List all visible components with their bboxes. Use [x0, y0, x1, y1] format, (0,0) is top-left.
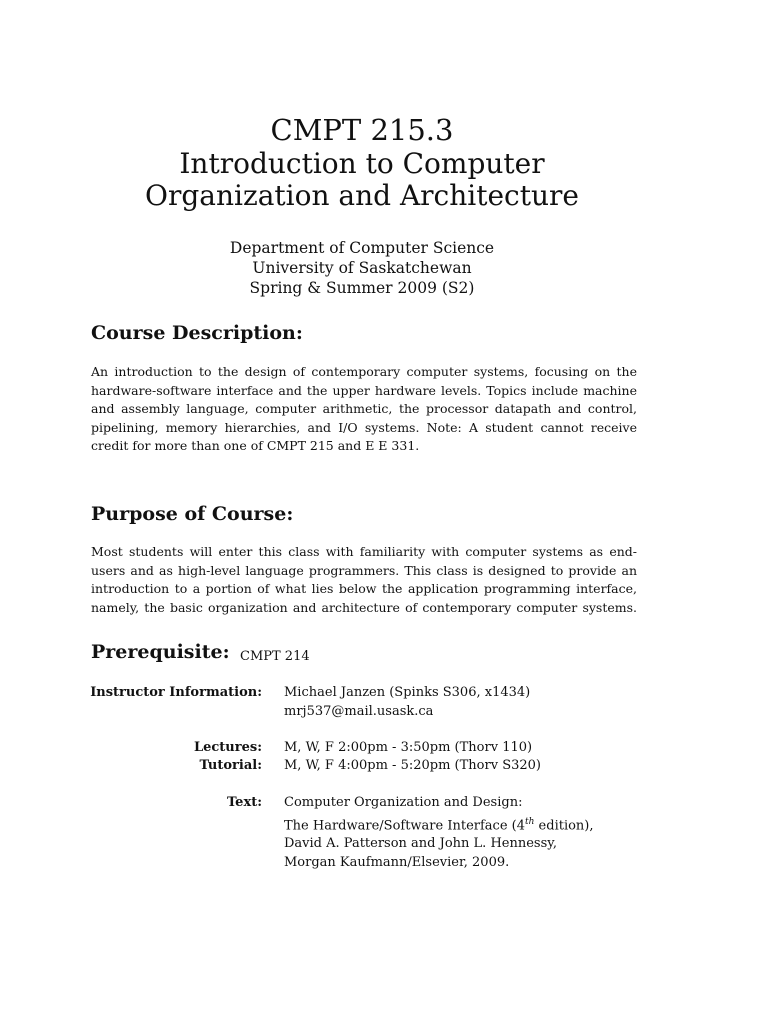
course-description-heading: Course Description: — [91, 322, 303, 344]
description-line: An introduction to the design of contemporary computer systems, focusing on the — [91, 364, 637, 379]
department-name: Department of Computer Science — [229, 239, 495, 257]
course-description-text — [91, 363, 637, 456]
instructor-label: Instructor Information: — [90, 685, 262, 700]
purpose-text — [91, 543, 637, 617]
description-line: and assembly language, computer arithmetic, the processor datapath and control, — [91, 401, 637, 416]
purpose-line: introduction to a portion of what lies below the application programming interface, — [91, 581, 637, 596]
tutorial-label: Tutorial: — [199, 758, 262, 773]
description-line: credit for more than one of CMPT 215 and E E 331. — [91, 438, 420, 453]
instructor-info — [284, 684, 530, 721]
textbook-subtitle-prefix: The Hardware/Software Interface (4 — [284, 817, 525, 833]
textbook-publisher: Morgan Kaufmann/Elsevier, 2009. — [284, 854, 510, 870]
title-block — [0, 112, 724, 212]
edition-superscript: th — [525, 816, 535, 827]
course-name-line2: Organization and Architecture — [145, 179, 579, 212]
prerequisite-value: CMPT 214 — [240, 649, 310, 664]
purpose-line: namely, the basic organization and architecture of contemporary computer systems. — [91, 599, 637, 615]
purpose-line: Most students will enter this class with familiarity with computer systems as end- — [91, 544, 637, 559]
lectures-value: M, W, F 2:00pm - 3:50pm (Thorv 110) — [284, 740, 533, 755]
instructor-name: Michael Janzen (Spinks S306, x1434) — [284, 685, 531, 700]
course-name-line1: Introduction to Computer — [179, 147, 545, 180]
textbook-authors: David A. Patterson and John L. Hennessy, — [284, 836, 558, 852]
textbook-title: Computer Organization and Design: — [284, 795, 523, 810]
department-block — [0, 238, 724, 298]
instructor-email: mrj537@mail.usask.ca — [284, 703, 434, 719]
description-line: hardware-software interface and the upper hardware levels. Topics include machine — [91, 382, 637, 398]
purpose-heading: Purpose of Course: — [91, 503, 294, 525]
university-name: University of Saskatchewan — [252, 259, 472, 277]
lectures-label: Lectures: — [193, 740, 262, 755]
term: Spring & Summer 2009 (S2) — [249, 279, 475, 297]
textbook-info — [284, 794, 594, 872]
textbook-subtitle-suffix: edition), — [534, 817, 594, 833]
course-code: CMPT 215.3 — [270, 113, 454, 147]
description-line: pipelining, memory hierarchies, and I/O systems. Note: A student cannot receive — [91, 419, 637, 435]
text-label: Text: — [226, 795, 262, 810]
purpose-line: users and as high-level language programmers. This class is designed to provide an — [91, 562, 637, 578]
prerequisite-heading: Prerequisite: — [91, 641, 230, 663]
textbook-subtitle — [284, 813, 594, 836]
tutorial-value: M, W, F 4:00pm - 5:20pm (Thorv S320) — [284, 758, 541, 773]
